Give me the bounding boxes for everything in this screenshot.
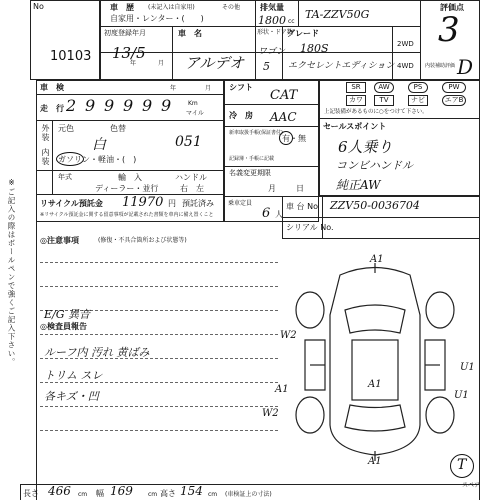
car-no-label: 車 台 No bbox=[286, 202, 318, 211]
body-type-value: ワゴン bbox=[258, 47, 286, 57]
rear-right-wheel bbox=[426, 397, 454, 433]
shift-value: CAT bbox=[270, 88, 298, 103]
interior-score-value: D bbox=[457, 55, 474, 79]
recycle-value: 11970 bbox=[122, 195, 164, 210]
mileage-digit: 9 bbox=[161, 96, 172, 115]
color-code-value: 051 bbox=[175, 134, 202, 150]
lot-number: 10103 bbox=[50, 49, 92, 64]
recycle-label: リサイクル預託金 bbox=[40, 199, 103, 208]
windshield bbox=[345, 305, 405, 333]
handle-label: ハンドル bbox=[175, 173, 207, 182]
recycle-unit: 円 bbox=[168, 199, 176, 208]
sales-point-3: 純正AW bbox=[336, 178, 381, 192]
inspection-report-label: ◎検査員報告 bbox=[40, 322, 87, 331]
grade-score-label: 評価点 bbox=[440, 3, 464, 12]
mileage-digit: 9 bbox=[123, 96, 134, 115]
mileage-digit: 9 bbox=[104, 96, 115, 115]
grade-label: グレード bbox=[287, 29, 319, 38]
ac-value: AAC bbox=[270, 110, 297, 124]
damage-mark-left-front: W2 bbox=[280, 330, 297, 341]
reg-type-note: (未記入は自家用) bbox=[148, 4, 195, 11]
car-damage-diagram bbox=[270, 255, 480, 470]
rear-left-wheel bbox=[296, 397, 324, 433]
length-value: 466 bbox=[48, 484, 71, 498]
drive-2wd: 2WD bbox=[397, 40, 414, 48]
recall-note: 記録簿・手帳に記載 bbox=[229, 156, 275, 162]
inspection-year: 年 bbox=[170, 85, 177, 92]
manual-selection-circle bbox=[279, 131, 293, 145]
mileage-unit-mile: マイル bbox=[186, 110, 204, 117]
option-tv: TV bbox=[374, 95, 394, 106]
length-label: 長さ bbox=[23, 489, 39, 498]
sales-point-1: 6人乗り bbox=[338, 138, 393, 156]
color-change-label: 色替 bbox=[110, 124, 126, 133]
damage-mark-right-rear: U1 bbox=[454, 390, 469, 401]
model-code: TA-ZZV50G bbox=[305, 8, 370, 21]
displacement-value: 1800 bbox=[258, 14, 286, 27]
report-line-2: トリム スレ bbox=[44, 369, 103, 382]
damage-mark-left-side: A1 bbox=[275, 384, 289, 395]
first-reg-label: 初度登録年月 bbox=[104, 29, 146, 37]
import-label: 輸 入 bbox=[118, 173, 142, 182]
capacity-unit: 人 bbox=[275, 210, 283, 219]
damage-mark-rear: A1 bbox=[368, 456, 382, 467]
handle-options: 右 左 bbox=[180, 184, 204, 193]
option-navi: ナビ bbox=[408, 95, 428, 106]
option-aw: AW bbox=[374, 82, 394, 93]
fuel-selection-circle bbox=[56, 152, 84, 166]
grade-score-value: 3 bbox=[438, 10, 460, 50]
height-unit: cm bbox=[208, 491, 218, 498]
rear-window bbox=[345, 405, 405, 431]
mileage-label: 走 行 bbox=[40, 104, 64, 113]
damage-mark-roof: A1 bbox=[368, 379, 382, 390]
front-left-wheel bbox=[296, 292, 324, 328]
first-reg-year-unit: 年 bbox=[130, 60, 137, 67]
lot-no-label: No bbox=[33, 2, 44, 11]
inspection-label: 車 検 bbox=[40, 83, 64, 92]
first-reg-month-unit: 月 bbox=[158, 60, 165, 67]
lot-box bbox=[30, 0, 100, 80]
mileage-unit-km: Km bbox=[188, 100, 198, 107]
manual-label: 新車取扱手帳(保証書付) bbox=[229, 130, 283, 136]
displacement-label: 排気量 bbox=[260, 3, 284, 12]
report-line-1: ルーフ内 汚れ 黄ばみ bbox=[44, 346, 150, 359]
car-body-outline bbox=[330, 268, 420, 456]
spare-tire-mark: T bbox=[457, 457, 467, 473]
width-unit: cm bbox=[148, 491, 158, 498]
displacement-unit: cc bbox=[288, 18, 295, 25]
width-label: 幅 bbox=[96, 489, 104, 498]
body-type-label: 形状・ドア数 bbox=[257, 29, 293, 36]
caution-text: E/G 異音 bbox=[44, 308, 91, 321]
damage-mark-front: A1 bbox=[370, 254, 384, 265]
sales-point-2: コンビハンドル bbox=[336, 159, 413, 172]
length-unit: cm bbox=[78, 491, 88, 498]
fuel-options: ガソリン・軽油・( ) bbox=[58, 155, 137, 164]
grade-value-2: エクセレントエディション bbox=[288, 61, 395, 71]
mileage-digit: 2 bbox=[66, 96, 77, 115]
side-instruction: ※ご記入の際はボールペンで強くご記入下さい。 bbox=[7, 178, 16, 367]
interior-label: 内装 bbox=[41, 148, 50, 166]
damage-mark-left-rear: W2 bbox=[262, 408, 279, 419]
report-line-3: 各キズ・凹 bbox=[44, 390, 99, 403]
recycle-status: 預託済み bbox=[182, 199, 214, 208]
reg-type-other: その他 bbox=[222, 4, 241, 11]
car-name-label: 車 名 bbox=[178, 29, 202, 38]
interior-score-label: 内装補助評価 bbox=[425, 63, 456, 69]
drive-4wd: 4WD bbox=[397, 62, 414, 70]
height-value: 154 bbox=[180, 484, 203, 498]
recycle-note: ※リサイクル預託金に関する留意事項が記載された書類を車内に備え置くこと bbox=[40, 212, 214, 218]
option-airbag: エアB bbox=[442, 95, 466, 106]
manual-options: 有・無 bbox=[282, 134, 306, 143]
serial-label: シリアル No. bbox=[286, 223, 334, 232]
inspection-month: 月 bbox=[205, 85, 212, 92]
dealer-label: ディーラー・並行 bbox=[95, 184, 159, 193]
grade-value-1: 180S bbox=[300, 42, 329, 55]
height-label: 高さ bbox=[160, 489, 176, 498]
reg-type-label: 車 歴 bbox=[110, 3, 134, 12]
owner-change-month: 月 bbox=[268, 184, 276, 193]
mileage-digit: 9 bbox=[142, 96, 153, 115]
car-name-value: アルデオ bbox=[185, 54, 245, 72]
options-note: 上記装備があるものに○をつけて下さい。 bbox=[324, 109, 428, 115]
caution-note: (修復・不具合箇所および状態等) bbox=[98, 237, 187, 244]
capacity-label: 乗車定員 bbox=[228, 200, 253, 207]
roof bbox=[352, 340, 398, 400]
exterior-label: 外装 bbox=[41, 124, 50, 142]
reg-type-options: 自家用・レンター・( ) bbox=[110, 14, 204, 23]
damage-mark-right-side: U1 bbox=[460, 362, 475, 373]
original-color-label: 元色 bbox=[58, 124, 74, 133]
yearmodel-label: 年式 bbox=[58, 173, 72, 181]
car-no-value: ZZV50-0036704 bbox=[330, 199, 420, 212]
capacity-value: 6 bbox=[262, 206, 271, 221]
option-ps: PS bbox=[408, 82, 428, 93]
ac-label: 冷 房 bbox=[229, 111, 253, 120]
original-color-value: 白 bbox=[92, 137, 106, 153]
spare-label: スペア bbox=[462, 482, 481, 489]
width-value: 169 bbox=[110, 484, 133, 498]
owner-change-day: 日 bbox=[296, 184, 304, 193]
option-leather: カワ bbox=[346, 95, 366, 106]
caution-label: ◎注意事項 bbox=[40, 236, 79, 245]
option-sr: SR bbox=[346, 82, 366, 93]
front-right-wheel bbox=[426, 292, 454, 328]
owner-change-label: 名義変更期限 bbox=[229, 169, 271, 177]
dimensions-note: (車検証上の寸法) bbox=[225, 491, 272, 498]
first-reg-value: 13/5 bbox=[112, 44, 146, 62]
sales-points-label: セールスポイント bbox=[323, 122, 387, 131]
option-pw: PW bbox=[442, 82, 466, 93]
shift-label: シフト bbox=[229, 83, 253, 92]
doors-value: 5 bbox=[263, 60, 270, 73]
mileage-digit: 9 bbox=[85, 96, 96, 115]
